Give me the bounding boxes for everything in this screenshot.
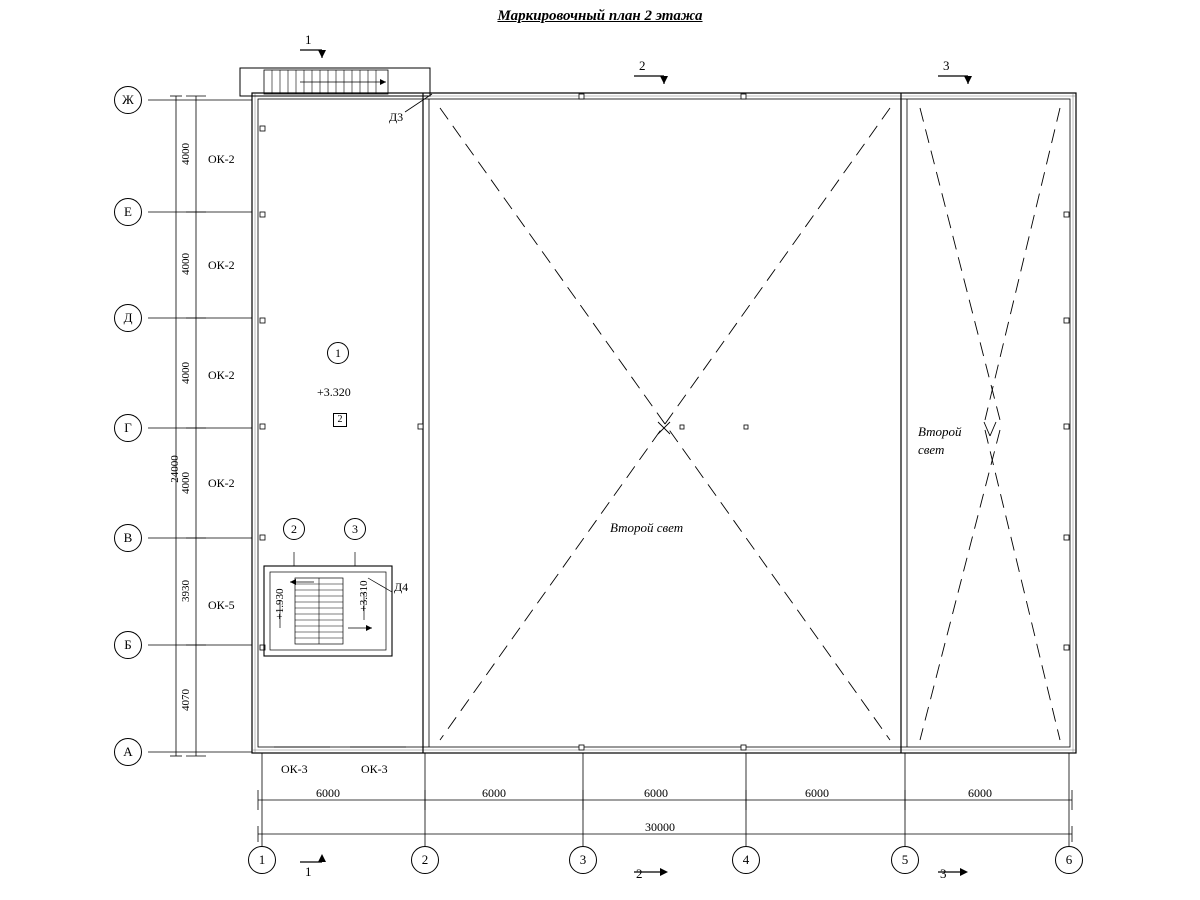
section-mark-2-bottom[interactable]: 2: [636, 866, 643, 881]
dim-vertical-4: 4000: [180, 472, 192, 494]
axis-bubble-4[interactable]: 4: [732, 846, 760, 874]
node-mark-3[interactable]: 3: [344, 518, 366, 540]
axis-bubble-v[interactable]: В: [114, 524, 142, 552]
page-title: Маркировочный план 2 этажа: [497, 8, 703, 24]
section-mark-3-top[interactable]: 3: [943, 58, 950, 73]
window-label-ok5: ОК-5: [208, 598, 235, 612]
dim-horizontal-3: 6000: [644, 786, 668, 800]
annotation-second-light-main: Второй свет: [610, 520, 684, 535]
window-label-ok2-3: ОК-2: [208, 368, 235, 382]
window-label-ok3-2: ОК-3: [361, 762, 388, 776]
door-label-d4: Д4: [394, 580, 409, 594]
window-label-ok2-1: ОК-2: [208, 152, 235, 166]
square-mark: 2: [333, 413, 347, 427]
level-mark-1930: +1.930: [274, 588, 286, 620]
annotation-second-light-right-2: свет: [918, 442, 945, 457]
dim-vertical-1: 4000: [180, 143, 192, 165]
axis-bubble-zh[interactable]: Ж: [114, 86, 142, 114]
level-mark-3310: +3.310: [358, 580, 370, 612]
dim-horizontal-total: 30000: [645, 820, 675, 834]
section-mark-3-bottom[interactable]: 3: [940, 866, 947, 881]
axis-bubble-g[interactable]: Г: [114, 414, 142, 442]
axis-bubble-3[interactable]: 3: [569, 846, 597, 874]
axis-bubble-2[interactable]: 2: [411, 846, 439, 874]
dim-horizontal-4: 6000: [805, 786, 829, 800]
axis-bubble-1[interactable]: 1: [248, 846, 276, 874]
section-mark-1-top[interactable]: 1: [305, 32, 312, 47]
window-label-ok2-2: ОК-2: [208, 258, 235, 272]
node-mark-1[interactable]: 1: [327, 342, 349, 364]
door-label-d3: Д3: [389, 110, 404, 124]
level-mark-3320: +3.320: [317, 385, 351, 399]
axis-bubble-e[interactable]: Е: [114, 198, 142, 226]
node-mark-2[interactable]: 2: [283, 518, 305, 540]
window-label-ok3-1: ОК-3: [281, 762, 308, 776]
dim-vertical-2: 4000: [180, 253, 192, 275]
section-mark-2-top[interactable]: 2: [639, 58, 646, 73]
dim-vertical-5: 3930: [180, 580, 192, 602]
axis-bubble-5[interactable]: 5: [891, 846, 919, 874]
section-mark-1-bottom[interactable]: 1: [305, 864, 312, 879]
dim-vertical-total: 24000: [169, 455, 181, 483]
axis-bubble-a[interactable]: А: [114, 738, 142, 766]
axis-bubble-b[interactable]: Б: [114, 631, 142, 659]
dim-horizontal-2: 6000: [482, 786, 506, 800]
axis-bubble-d[interactable]: Д: [114, 304, 142, 332]
window-label-ok2-4: ОК-2: [208, 476, 235, 490]
dim-horizontal-1: 6000: [316, 786, 340, 800]
dim-vertical-6: 4070: [180, 689, 192, 711]
dim-horizontal-5: 6000: [968, 786, 992, 800]
annotation-second-light-right-1: Второй: [918, 424, 962, 439]
dim-vertical-3: 4000: [180, 362, 192, 384]
axis-bubble-6[interactable]: 6: [1055, 846, 1083, 874]
